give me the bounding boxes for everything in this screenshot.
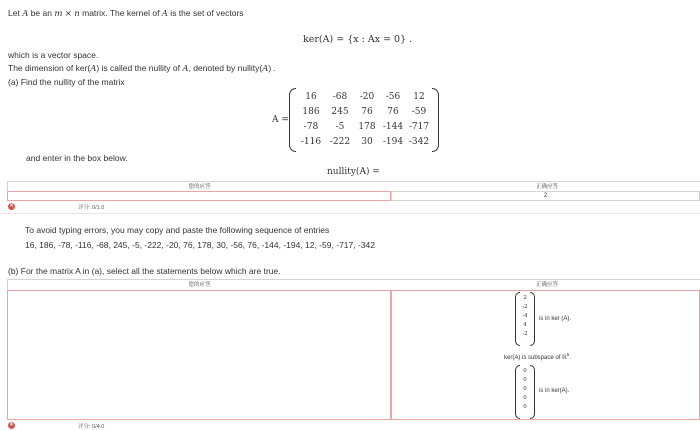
- correct-answer-header: 正确应答: [393, 182, 700, 192]
- matrix-cell: 76: [387, 106, 399, 117]
- error-icon: ×: [9, 422, 14, 428]
- matrix-cell: 178: [358, 121, 376, 132]
- vector-entry: 2: [523, 294, 527, 301]
- matrix-row: [297, 134, 431, 149]
- nullity-prompt: nullity(A) =: [327, 167, 380, 177]
- matrix-row: [297, 89, 431, 104]
- enter-below-text: and enter in the box below.: [26, 153, 128, 163]
- entries-sequence[interactable]: 16, 186, -78, -116, -68, 245, -5, -222, -20, 76, 178, 30, -56, 76, -144, -194, 12, -59, -717, -342: [25, 240, 375, 250]
- vector-entry: 0: [523, 403, 527, 410]
- correct-answer-header: 正确应答: [393, 280, 700, 290]
- dimension-text: The dimension of ker(A) is called the nullity of A, denoted by nullity(A) .: [8, 63, 276, 74]
- vector-space-text: which is a vector space.: [8, 50, 99, 60]
- part-b-score: 评分: 0/4.0: [78, 424, 105, 430]
- copy-note-text: To avoid typing errors, you may copy and paste the following sequence of entries: [25, 225, 330, 235]
- your-answer-cell[interactable]: [7, 290, 391, 420]
- correct-answer-value: 2: [543, 193, 548, 199]
- your-answer-header: 您的应答: [8, 280, 391, 290]
- vector-entry: 0: [523, 367, 527, 374]
- matrix-cell: -144: [382, 121, 404, 132]
- vector-entry: 0: [523, 385, 527, 392]
- part-b-label: (b) For the matrix A in (a), select all the statements below which are true.: [8, 266, 281, 276]
- vector-1-statement: is in ker (A).: [539, 316, 572, 322]
- vector-entry: 0: [523, 376, 527, 383]
- matrix-cell: -342: [408, 136, 430, 147]
- matrix-cell: 245: [331, 106, 349, 117]
- matrix-cell: 30: [361, 136, 373, 147]
- vector-2: [515, 365, 535, 419]
- your-answer-cell[interactable]: [7, 191, 391, 201]
- matrix-row: [297, 119, 431, 134]
- matrix-cell: -222: [329, 136, 351, 147]
- matrix-cell: -59: [411, 106, 427, 117]
- matrix-cell: 16: [305, 91, 317, 102]
- part-a-label: (a) Find the nullity of the matrix: [8, 77, 125, 87]
- intro-line1: Let A be an m × n matrix. The kernel of A is the set of vectors: [8, 8, 244, 19]
- matrix-cell: -194: [382, 136, 404, 147]
- kernel-definition: ker(A) = {x : Ax = 0} .: [303, 34, 413, 45]
- error-icon: ×: [9, 203, 14, 209]
- left-paren: [289, 88, 296, 152]
- matrix-cell: -56: [385, 91, 401, 102]
- matrix-cell: -717: [408, 121, 430, 132]
- part-a-score: 评分: 0/1.0: [78, 205, 105, 211]
- matrix-cell: -20: [359, 91, 375, 102]
- matrix-row: [297, 104, 431, 119]
- vector-entry: -2: [522, 330, 528, 337]
- divider-line: [0, 213, 700, 214]
- subspace-statement: ker(A) is subspace of ℝ$^5$.: [504, 352, 571, 361]
- matrix-cell: 12: [413, 91, 425, 102]
- matrix-cell: 186: [302, 106, 320, 117]
- your-answer-header: 您的应答: [8, 182, 391, 192]
- right-paren: [432, 88, 439, 152]
- vector-1: [515, 292, 535, 346]
- vector-entry: -4: [522, 312, 528, 319]
- matrix-cell: -78: [303, 121, 319, 132]
- matrix-cell: -68: [332, 91, 348, 102]
- vector-entry: 0: [523, 394, 527, 401]
- vector-entry: 4: [523, 321, 527, 328]
- correct-answer-cell: [391, 191, 700, 201]
- matrix-label: A =: [272, 115, 289, 125]
- matrix-cell: 76: [361, 106, 373, 117]
- vector-entry: -2: [522, 303, 528, 310]
- matrix-cell: -116: [300, 136, 322, 147]
- vector-2-statement: is in ker(A).: [539, 388, 570, 394]
- matrix-a: [289, 88, 439, 152]
- matrix-cell: -5: [335, 121, 345, 132]
